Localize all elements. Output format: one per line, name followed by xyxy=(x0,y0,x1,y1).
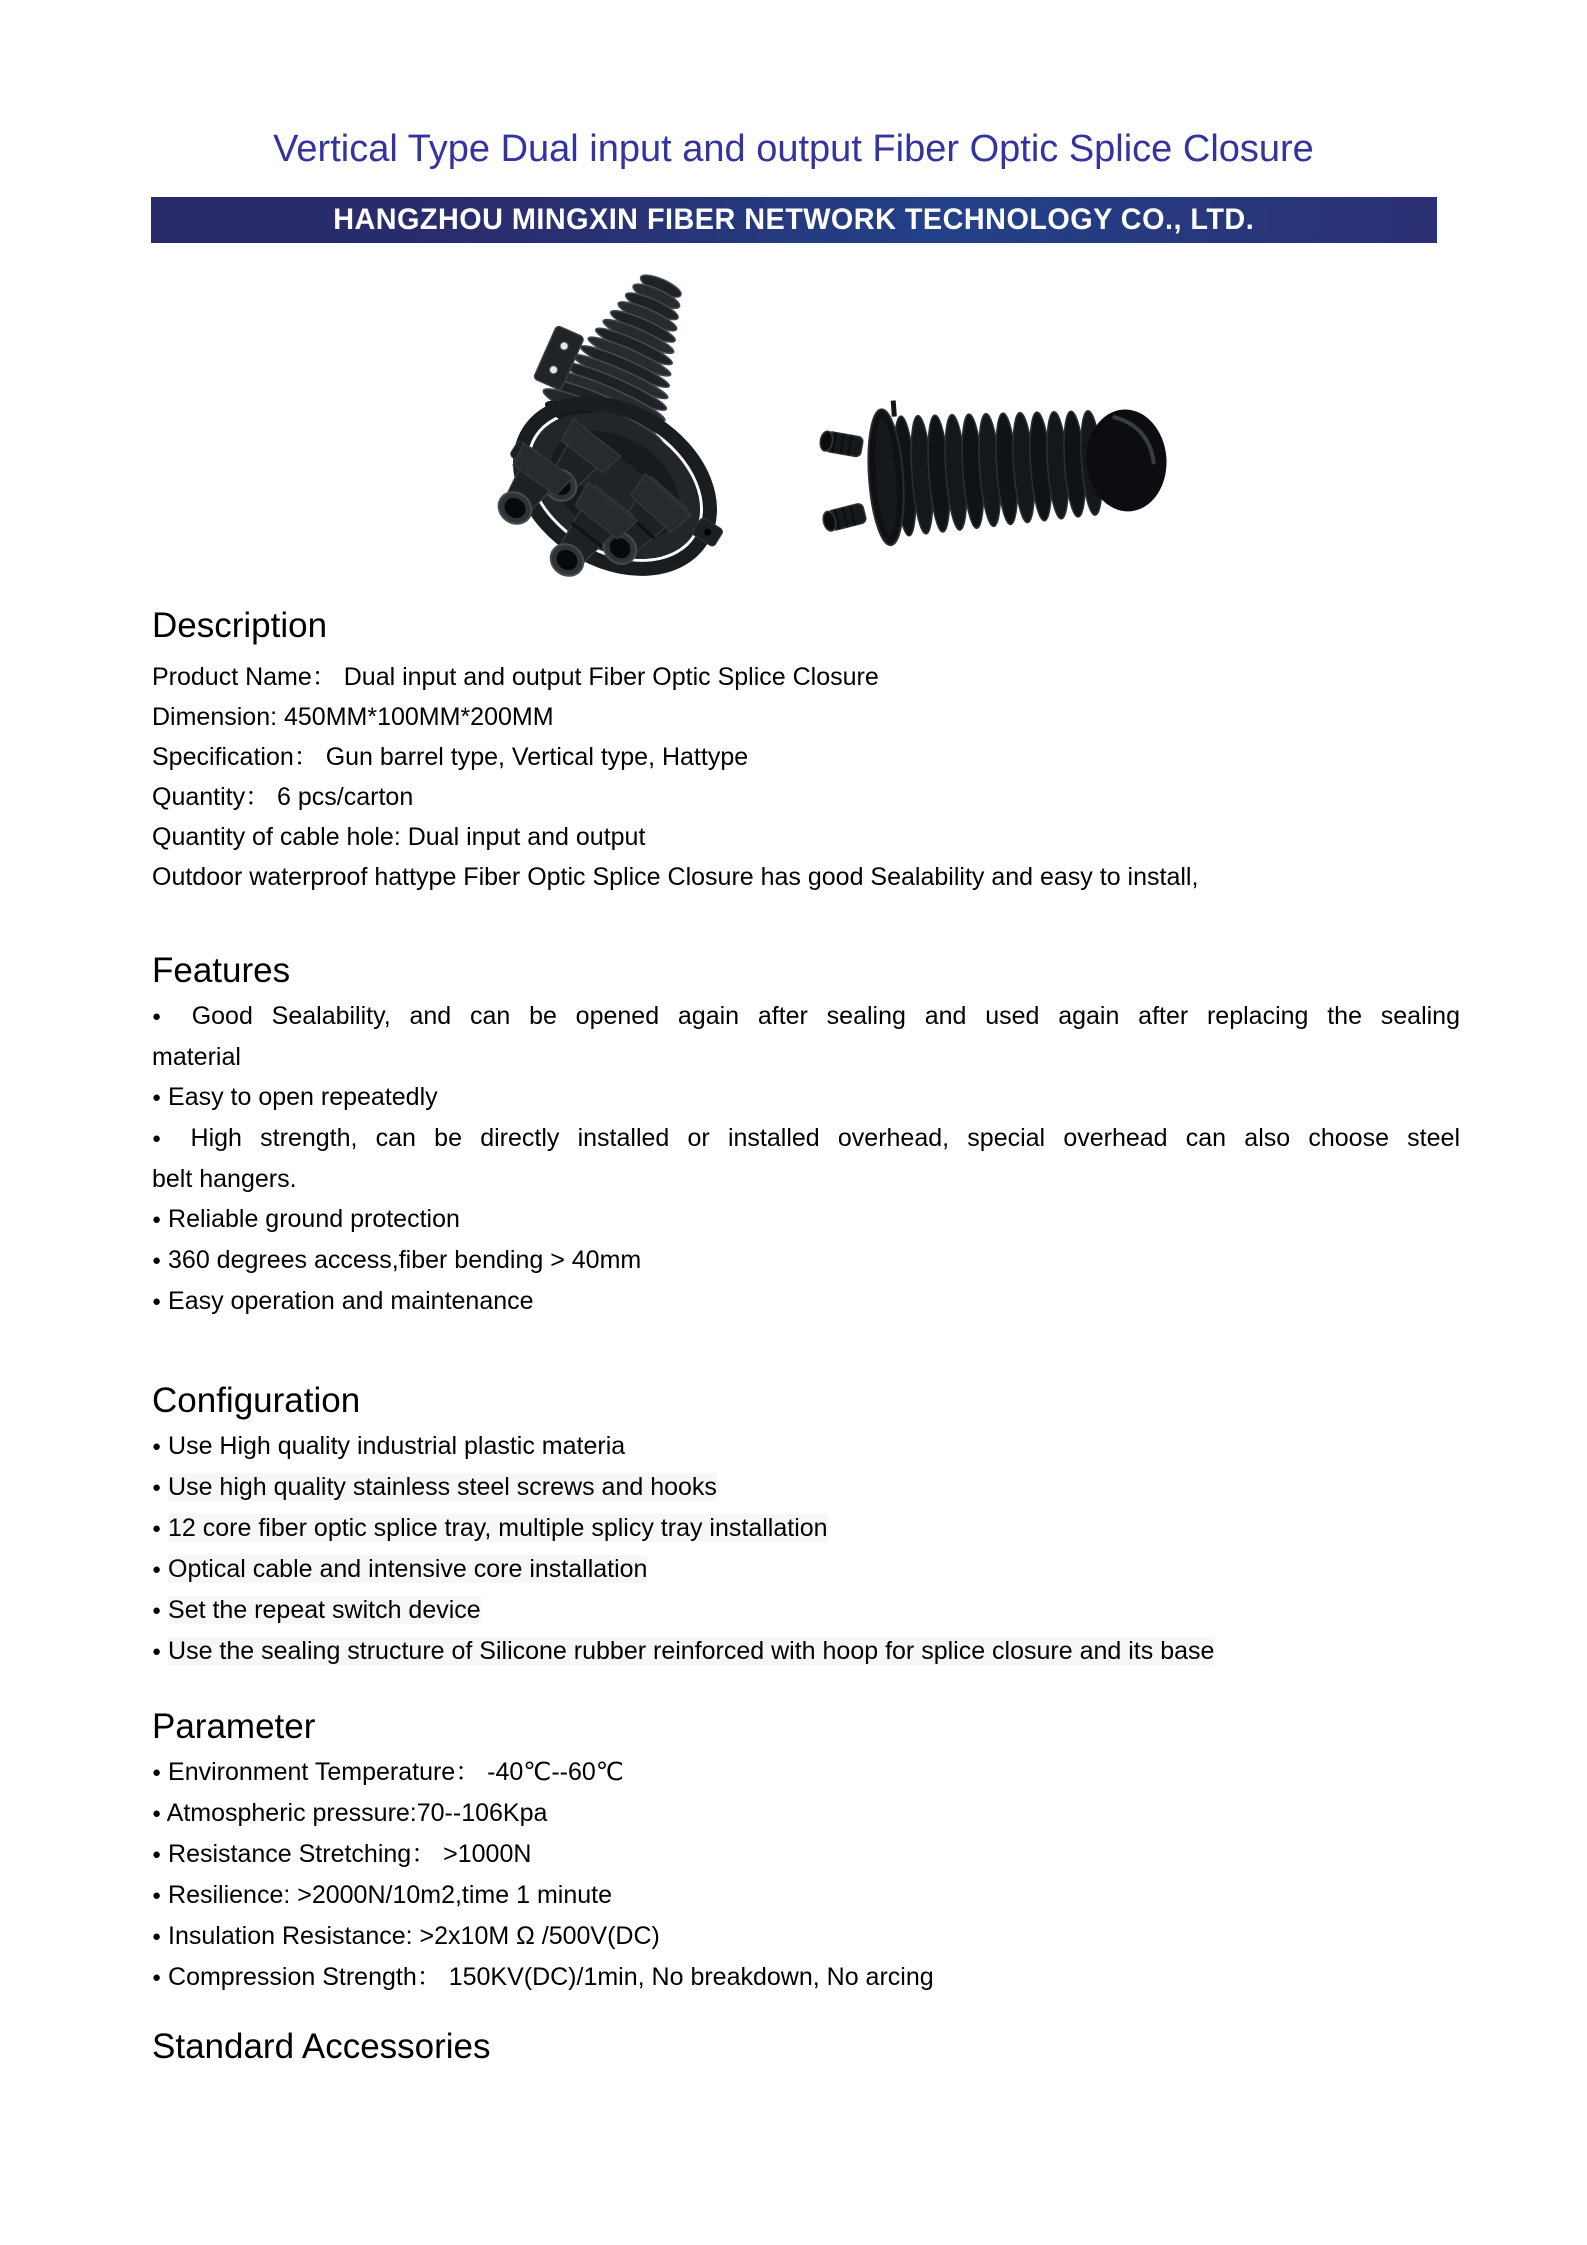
bullet-text: material xyxy=(152,1043,241,1071)
product-photo-left-closure xyxy=(465,268,775,608)
bullet-text: Compression Strength： 150KV(DC)/1min, No breakdown, No arcing xyxy=(168,1963,934,1991)
bullet-text: 360 degrees access,fiber bending > 40mm xyxy=(168,1246,642,1274)
bullet-text: High strength, can be directly installed or installed overhead, special overhead can also choose steel xyxy=(190,1124,1460,1152)
bullet-text: Use the sealing structure of Silicone rubber reinforced with hoop for splice closure and its base xyxy=(168,1637,1215,1665)
parameter-list xyxy=(152,1752,1460,1998)
bullet-item xyxy=(152,1875,1460,1916)
bullet-item xyxy=(152,1426,1460,1467)
bullet-text: Resistance Stretching： >1000N xyxy=(168,1840,532,1868)
bullet-icon: ● xyxy=(152,1928,162,1945)
section-heading-description: Description xyxy=(152,606,328,645)
product-photo xyxy=(430,260,1250,630)
section-heading-features: Features xyxy=(152,951,291,990)
description-lines xyxy=(152,657,1460,897)
section-heading-parameter: Parameter xyxy=(152,1707,316,1746)
document-body xyxy=(152,603,1460,2070)
bullet-icon: ● xyxy=(152,1846,162,1863)
bullet-item xyxy=(152,1508,1460,1549)
company-banner xyxy=(151,197,1437,243)
description-line: Dimension: 450MM*100MM*200MM xyxy=(152,703,554,731)
bullet-icon: ● xyxy=(152,1520,162,1537)
bullet-item xyxy=(152,1752,1460,1793)
bullet-text: Easy operation and maintenance xyxy=(168,1287,534,1315)
bullet-text: Optical cable and intensive core installation xyxy=(168,1555,648,1583)
features-list xyxy=(152,996,1460,1322)
bullet-item xyxy=(152,1077,1460,1118)
bullet-icon: ● xyxy=(152,1438,162,1455)
description-line: Quantity： 6 pcs/carton xyxy=(152,783,414,811)
bullet-icon: ● xyxy=(152,1561,162,1578)
bullet-text: Environment Temperature： -40℃--60℃ xyxy=(168,1758,624,1786)
bullet-icon: ● xyxy=(152,1293,162,1310)
bullet-item xyxy=(152,1467,1460,1508)
section-heading-standard-accessories: Standard Accessories xyxy=(152,2027,491,2066)
bullet-icon: ● xyxy=(152,1887,162,1904)
bullet-icon: ● xyxy=(152,1764,162,1781)
bullet-text: belt hangers. xyxy=(152,1165,297,1193)
bullet-text: Use high quality stainless steel screws and hooks xyxy=(168,1473,717,1501)
configuration-list xyxy=(152,1426,1460,1672)
bullet-text: Reliable ground protection xyxy=(168,1205,460,1233)
bullet-icon: ● xyxy=(152,1969,162,1986)
bullet-item xyxy=(152,1199,1460,1240)
bullet-text: Easy to open repeatedly xyxy=(168,1083,438,1111)
description-line: Specification： Gun barrel type, Vertical type, Hattype xyxy=(152,743,749,771)
bullet-icon: ● xyxy=(152,1805,162,1822)
company-name: HANGZHOU MINGXIN FIBER NETWORK TECHNOLOGY CO., LTD. xyxy=(333,203,1255,236)
bullet-item xyxy=(152,1631,1460,1672)
description-line: Outdoor waterproof hattype Fiber Optic Splice Closure has good Sealability and easy to install, xyxy=(152,863,1199,891)
bullet-text: Resilience: >2000N/10m2,time 1 minute xyxy=(168,1881,612,1909)
bullet-item xyxy=(152,1957,1460,1998)
bullet-item xyxy=(152,996,1460,1077)
bullet-item xyxy=(152,1590,1460,1631)
bullet-icon: ● xyxy=(152,1643,162,1660)
bullet-item xyxy=(152,1793,1460,1834)
bullet-icon: ● xyxy=(152,1130,173,1147)
bullet-icon: ● xyxy=(152,1089,162,1106)
bullet-text: Atmospheric pressure:70--106Kpa xyxy=(166,1799,548,1827)
bullet-item xyxy=(152,1916,1460,1957)
bullet-text: Use High quality industrial plastic materia xyxy=(168,1432,626,1460)
bullet-icon: ● xyxy=(152,1479,162,1496)
bullet-item xyxy=(152,1834,1460,1875)
bullet-text: Good Sealability, and can be opened again after sealing and used again after replacing the sealing xyxy=(191,1002,1460,1030)
section-heading-configuration: Configuration xyxy=(152,1381,361,1420)
bullet-text: 12 core fiber optic splice tray, multiple splicy tray installation xyxy=(168,1514,828,1542)
bullet-icon: ● xyxy=(152,1211,162,1228)
bullet-text: Set the repeat switch device xyxy=(168,1596,481,1624)
bullet-item xyxy=(152,1118,1460,1199)
page-title: Vertical Type Dual input and output Fiber Optic Splice Closure xyxy=(273,128,1314,170)
bullet-item xyxy=(152,1240,1460,1281)
bullet-icon: ● xyxy=(152,1602,162,1619)
bullet-item xyxy=(152,1549,1460,1590)
product-photo-right-closure xyxy=(800,388,1190,563)
bullet-icon: ● xyxy=(152,1008,173,1025)
description-line: Quantity of cable hole: Dual input and output xyxy=(152,823,646,851)
bullet-icon: ● xyxy=(152,1252,162,1269)
description-line: Product Name： Dual input and output Fiber Optic Splice Closure xyxy=(152,663,879,691)
bullet-item xyxy=(152,1281,1460,1322)
bullet-text: Insulation Resistance: >2x10M Ω /500V(DC) xyxy=(168,1922,660,1950)
